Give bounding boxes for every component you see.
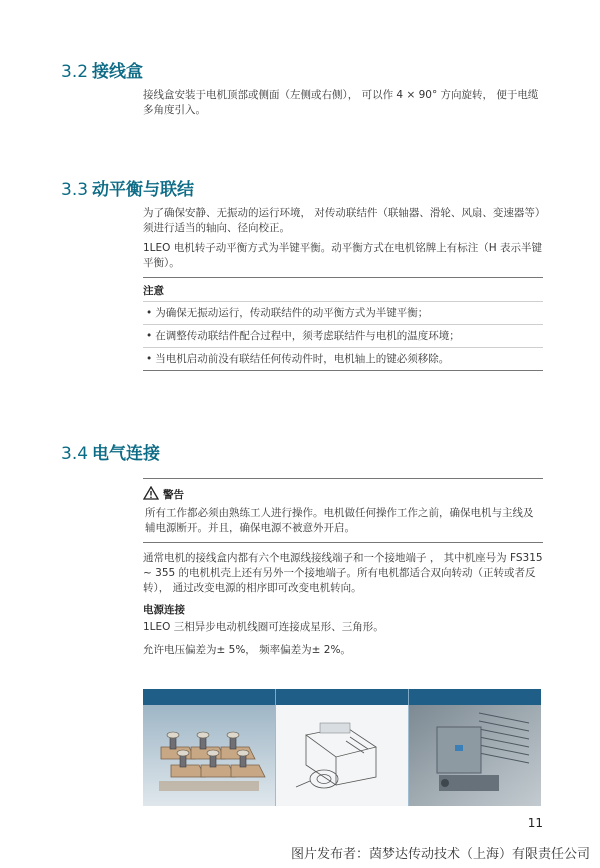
page-number: 11 [527,816,543,830]
warning-box [143,478,543,543]
publisher-watermark: 图片发布者：茵梦达传动技术（上海）有限责任公司 [290,847,590,862]
note-title: 注意 [143,285,164,297]
section-3-4-heading [61,439,160,464]
section-number: 3.3 [61,180,89,200]
note-box [143,277,543,371]
power-connection-subheading: 电源连接 [143,604,185,616]
section-3-4-paragraph-2: 1LEO 三相异步电动机线圈可连接成星形、三角形。 [143,621,384,633]
note-item: • 在调整传动联结件配合过程中，须考虑联结件与电机的温度环境； [143,324,543,347]
section-3-2-heading [61,57,143,82]
note-item: • 当电机启动前没有联结任何传动件时，电机轴上的键必须移除。 [143,347,543,370]
figure-header-bar [143,689,541,705]
terminal-block-image [143,705,276,806]
section-3-3-paragraph-1: 为了确保安静、无振动的运行环境， 对传动联结件（联轴器、滑轮、风扇、变速器等）须进行适当的轴向、径向校正。 [143,207,541,234]
warning-header [143,479,543,506]
section-number: 3.2 [61,62,89,82]
warning-body: 所有工作都必须由熟练工人进行操作。电机做任何操作工作之前，确保电机与主线及辅电源断开。并且，确保电源不被意外开启。 [145,507,534,534]
section-3-4-paragraph-1: 通常电机的接线盒内都有六个电源线接线端子和一个接地端子 ， 其中机座号为 FS315 ~ 355 的电机机壳上还有另外一个接地端子。所有电机都适合双向转动（正转或者反转）， 通过改变电源的相序即可改变电机转向。 [143,552,543,594]
warning-triangle-icon [143,485,159,504]
motor-ground-terminal-image [409,705,541,806]
note-item: • 为确保无振动运行，传动联结件的动平衡方式为半键平衡； [143,301,543,324]
section-number: 3.4 [61,444,89,464]
section-3-4-paragraph-3: 允许电压偏差为± 5%， 频率偏差为± 2%。 [143,644,351,656]
terminal-box-drawing-image [276,705,409,806]
section-title: 接线盒 [92,62,144,82]
section-3-3-paragraph-2: 1LEO 电机转子动平衡方式为半键平衡。动平衡方式在电机铭牌上有标注（H 表示半键平衡）。 [143,242,542,269]
section-3-2-paragraph: 接线盒安装于电机顶部或侧面（左侧或右侧）， 可以作 4 × 90° 方向旋转， 便于电缆多角度引入。 [143,89,539,116]
warning-title: 警告 [163,489,184,501]
terminal-figure-strip [143,689,541,806]
section-title: 电气连接 [92,444,161,464]
note-list [143,301,543,370]
section-3-3-heading [61,175,194,200]
section-title: 动平衡与联结 [92,180,195,200]
